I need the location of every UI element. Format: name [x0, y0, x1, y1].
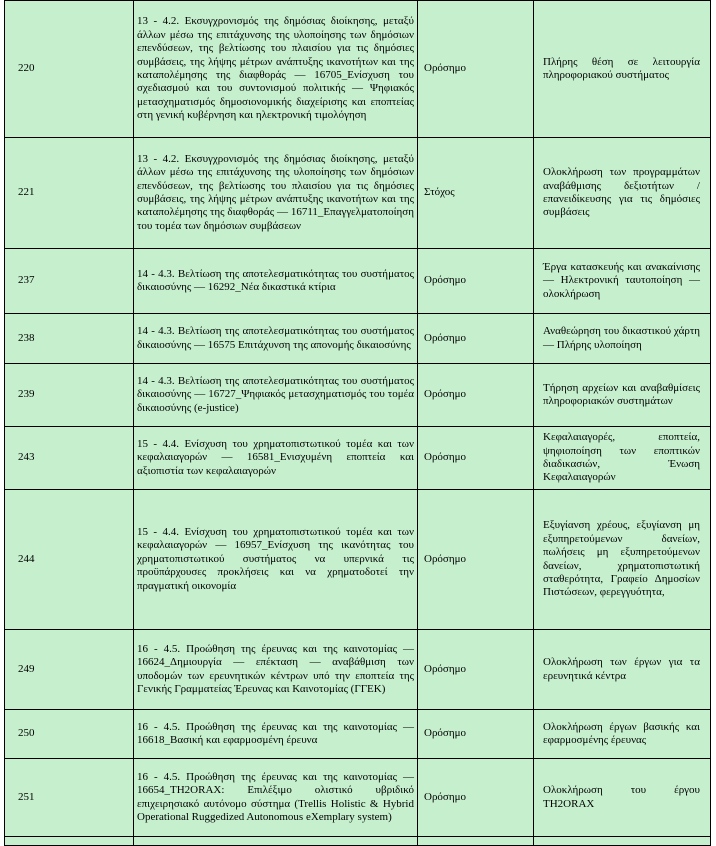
measure-result: Κεφαλαιαγορές, εποπτεία, ψηφιοποίηση των εποπτικών διαδικασιών, Ένωση Κεφαλαιαγορών [534, 427, 711, 490]
table-row [5, 490, 711, 630]
table-row-cut-off [5, 837, 711, 846]
measure-result: Έργα κατασκευής και ανακαίνισης — Ηλεκτρονική ταυτοποίηση — ολοκλήρωση [534, 249, 711, 314]
measure-result: Αναθεώρηση του δικαστικού χάρτη — Πλήρης υλοποίηση [534, 314, 711, 364]
table-row [5, 427, 711, 490]
measure-type: Ορόσημο [418, 490, 534, 630]
row-id: 220 [5, 1, 134, 138]
measure-description: 13 - 4.2. Εκσυγχρονισμός της δημόσιας διοίκησης, μεταξύ άλλων μέσω της επιτάχυνσης της υλοποίησης των δημόσιων επενδύσεων, της βελτίωσης του πλαισίου για τις δημόσιες συμβάσεις, της λήψης μέτρων ανάπτυξης ικανοτήτων και της καταπολέμησης της διαφθοράς — 16705_Ενίσχυση του σχεδιασμού και του συντονισμού πολιτικής — Ψηφιακός μετασχηματισμός δημοσιονομικής διαχείρισης και εποπτείας στη γενική κυβέρνηση και ηλεκτρονική τιμολόγηση [134, 1, 418, 138]
table-row [5, 1, 711, 138]
measure-type: Ορόσημο [418, 710, 534, 759]
empty-cell [418, 837, 534, 846]
milestones-table [4, 0, 711, 846]
measure-result: Ολοκλήρωση των προγραμμάτων αναβάθμισης δεξιοτήτων / επανειδίκευσης για τις δημόσιες συμβάσεις [534, 138, 711, 249]
measure-description: 14 - 4.3. Βελτίωση της αποτελεσματικότητας του συστήματος δικαιοσύνης — 16575 Επιτάχυνση της απονομής δικαιοσύνης [134, 314, 418, 364]
measure-type: Στόχος [418, 138, 534, 249]
row-id: 250 [5, 710, 134, 759]
measure-description: 16 - 4.5. Προώθηση της έρευνας και της καινοτομίας — 16624_Δημιουργία — επέκταση — αναβάθμιση των υποδομών των ερευνητικών κέντρων υπό την εποπτεία της Γενικής Γραμματείας Έρευνας και Καινοτομίας (ΓΓΕΚ) [134, 630, 418, 710]
measure-description: 14 - 4.3. Βελτίωση της αποτελεσματικότητας του συστήματος δικαιοσύνης — 16292_Νέα δικαστικά κτίρια [134, 249, 418, 314]
empty-cell [534, 837, 711, 846]
measure-type: Ορόσημο [418, 427, 534, 490]
measure-result: Πλήρης θέση σε λειτουργία πληροφοριακού συστήματος [534, 1, 711, 138]
measure-description: 15 - 4.4. Ενίσχυση του χρηματοπιστωτικού τομέα και των κεφαλαιαγορών — 16957_Ενίσχυση της ικανότητας του χρηματοπιστωτικού συστήματος να υπερνικά τις προϋπάρχουσες προκλήσεις και να χρηματοδοτεί την πραγματική οικονομία [134, 490, 418, 630]
table-row [5, 314, 711, 364]
row-id: 251 [5, 759, 134, 837]
measure-type: Ορόσημο [418, 314, 534, 364]
table-row [5, 759, 711, 837]
empty-cell [5, 837, 134, 846]
table-row [5, 364, 711, 427]
row-id: 243 [5, 427, 134, 490]
table-row [5, 138, 711, 249]
measure-result: Εξυγίανση χρέους, εξυγίανση μη εξυπηρετούμενων δανείων, πωλήσεις μη εξυπηρετούμενων δανείων, χρηματοπιστωτική σταθερότητα, Γραφείο Δημοσίων Πιστώσεων, φερεγγυότητα, [534, 490, 711, 630]
measure-type: Ορόσημο [418, 1, 534, 138]
measure-result: Ολοκλήρωση των έργων για τα ερευνητικά κέντρα [534, 630, 711, 710]
row-id: 239 [5, 364, 134, 427]
measure-result: Τήρηση αρχείων και αναβαθμίσεις πληροφοριακών συστημάτων [534, 364, 711, 427]
measure-type: Ορόσημο [418, 249, 534, 314]
table-row [5, 630, 711, 710]
row-id: 238 [5, 314, 134, 364]
table-row [5, 249, 711, 314]
measure-description: 16 - 4.5. Προώθηση της έρευνας και της καινοτομίας — 16654_TH2ORAX: Επιλέξιμο ολιστικό υβριδικό επιχειρησιακό αυτόνομο σύστημα (Trellis Holistic & Hybrid Operational Ruggedized Autonomous eXemplary system) [134, 759, 418, 837]
empty-cell [134, 837, 418, 846]
measure-description: 15 - 4.4. Ενίσχυση του χρηματοπιστωτικού τομέα και των κεφαλαιαγορών — 16581_Ενισχυμένη εποπτεία και αξιοπιστία των κεφαλαιαγορών [134, 427, 418, 490]
measure-type: Ορόσημο [418, 630, 534, 710]
row-id: 221 [5, 138, 134, 249]
row-id: 244 [5, 490, 134, 630]
measure-type: Ορόσημο [418, 759, 534, 837]
measure-description: 16 - 4.5. Προώθηση της έρευνας και της καινοτομίας — 16618_Βασική και εφαρμοσμένη έρευνα [134, 710, 418, 759]
row-id: 249 [5, 630, 134, 710]
measure-type: Ορόσημο [418, 364, 534, 427]
measure-description: 13 - 4.2. Εκσυγχρονισμός της δημόσιας διοίκησης, μεταξύ άλλων μέσω της επιτάχυνσης της υλοποίησης των δημόσιων επενδύσεων, της βελτίωσης του πλαισίου για τις δημόσιες συμβάσεις, της λήψης μέτρων ανάπτυξης ικανοτήτων και της καταπολέμησης της διαφθοράς — 16711_Επαγγελματοποίηση του τομέα των δημόσιων συμβάσεων [134, 138, 418, 249]
measure-description: 14 - 4.3. Βελτίωση της αποτελεσματικότητας του συστήματος δικαιοσύνης — 16727_Ψηφιακός μετασχηματισμός του τομέα δικαιοσύνης (e-justice) [134, 364, 418, 427]
measure-result: Ολοκλήρωση του έργου TH2ORAX [534, 759, 711, 837]
row-id: 237 [5, 249, 134, 314]
measure-result: Ολοκλήρωση έργων βασικής και εφαρμοσμένης έρευνας [534, 710, 711, 759]
table-row [5, 710, 711, 759]
